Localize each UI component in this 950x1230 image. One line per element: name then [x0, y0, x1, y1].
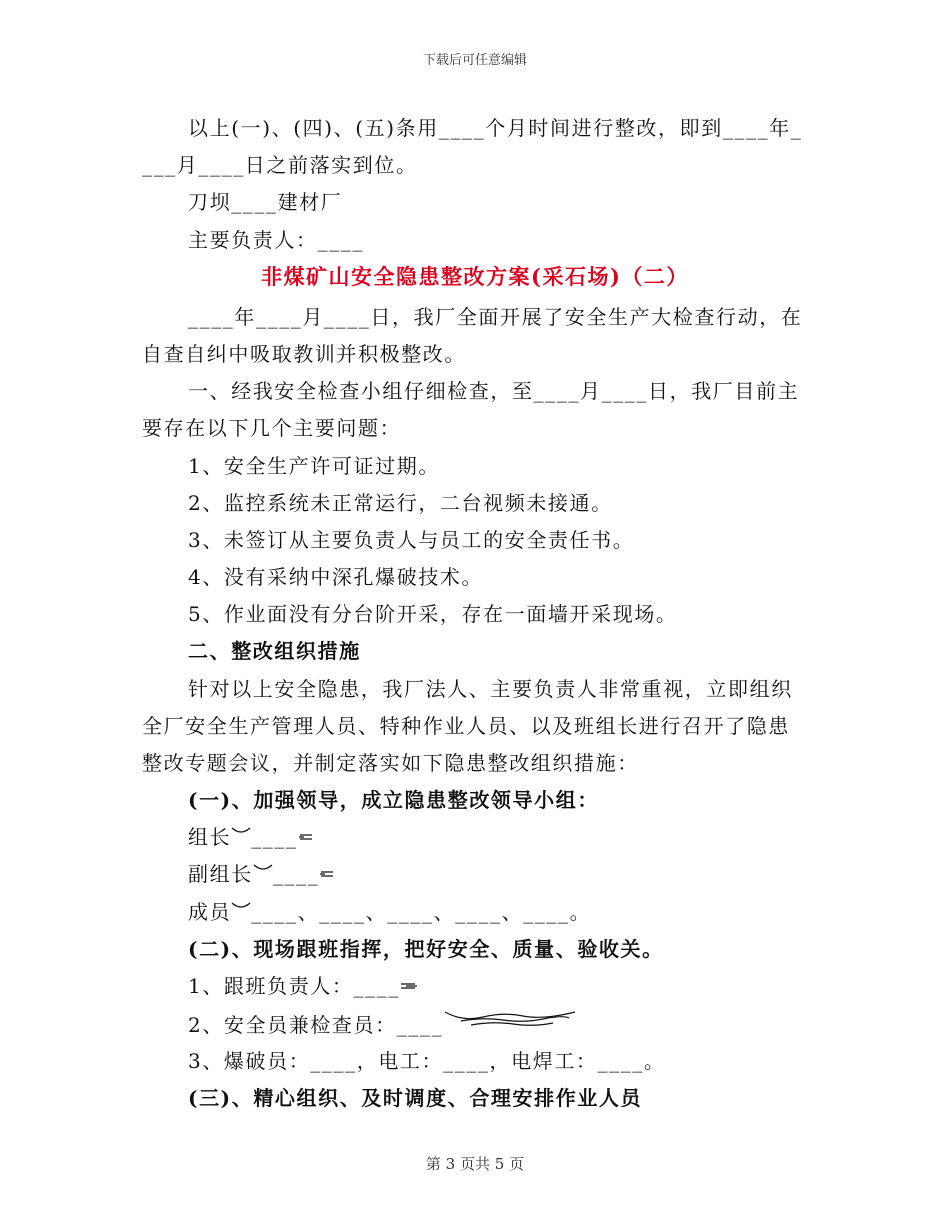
- members-line: [188, 898, 591, 926]
- members-label: 成员: [188, 900, 232, 924]
- responsible-person-line: 主要负责人：____: [188, 228, 364, 252]
- handwritten-mark: [253, 861, 273, 875]
- deputy-blank: ____: [272, 862, 320, 886]
- leader-label: 组长: [188, 825, 232, 849]
- page-footer: 第 3 页共 5 页: [425, 1155, 525, 1173]
- subsection-three-heading: (三)、精心组织、及时调度、合理安排作业人员: [188, 1086, 643, 1110]
- duty-text: 1、跟班负责人：____: [188, 974, 400, 998]
- leader-blank: ____: [251, 825, 298, 849]
- subsection-two-heading: (二)、现场跟班指挥，把好安全、质量、验收关。: [188, 937, 664, 961]
- paragraph-line: ___月____日之前落实到位。: [142, 153, 418, 177]
- issue-item: 2、监控系统未正常运行，二台视频未接通。: [188, 491, 613, 515]
- subsection-one-heading: (一)、加强领导，成立隐患整改领导小组：: [188, 788, 599, 812]
- issue-item: 1、安全生产许可证过期。: [188, 454, 440, 478]
- leader-line: [188, 823, 314, 851]
- handwritten-mark: [319, 867, 335, 881]
- duty-text: 2、安全员兼检查员：____: [188, 1013, 444, 1037]
- paragraph-line: 以上(一)、(四)、(五)条用____个月时间进行整改，即到____年_: [188, 116, 803, 140]
- deputy-label: 副组长: [188, 862, 253, 886]
- intro-line: 自查自纠中吸取教训并积极整改。: [142, 342, 466, 366]
- section-one-line: 一、经我安全检查小组仔细检查，至____月____日，我厂目前主: [188, 379, 800, 403]
- duty-line: [188, 972, 418, 1000]
- section-two-paragraph-line: 针对以上安全隐患，我厂法人、主要负责人非常重视，立即组织: [188, 677, 793, 701]
- handwritten-mark: [400, 979, 418, 993]
- duty-line: 3、爆破员：____，电工：____，电焊工：____。: [188, 1049, 666, 1073]
- deputy-leader-line: [188, 860, 335, 888]
- handwritten-mark: [231, 824, 251, 838]
- section-one-line: 要存在以下几个主要问题：: [142, 416, 402, 440]
- factory-name-line: 刀坝____建材厂: [188, 190, 343, 214]
- document-title: 非煤矿山安全隐患整改方案(采石场)（二）: [261, 264, 689, 289]
- intro-line: ____年____月____日，我厂全面开展了安全生产大检查行动，在: [188, 305, 803, 329]
- handwritten-mark: [298, 830, 314, 844]
- members-blanks: ____、____、____、____、____。: [251, 900, 592, 924]
- issue-item: 3、未签订从主要负责人与员工的安全责任书。: [188, 528, 635, 552]
- issue-item: 4、没有采纳中深孔爆破技术。: [188, 565, 484, 589]
- section-two-paragraph-line: 整改专题会议，并制定落实如下隐患整改组织措施：: [142, 751, 639, 775]
- duty-line: [188, 1010, 577, 1039]
- page-header: 下载后可任意编辑: [422, 53, 527, 68]
- handwritten-mark: [231, 899, 251, 913]
- section-two-paragraph-line: 全厂安全生产管理人员、特种作业人员、以及班组长进行召开了隐患: [142, 714, 790, 738]
- handwritten-scribble: [443, 1008, 577, 1030]
- section-two-heading: 二、整改组织措施: [188, 639, 361, 663]
- issue-item: 5、作业面没有分台阶开采，存在一面墙开采现场。: [188, 602, 678, 626]
